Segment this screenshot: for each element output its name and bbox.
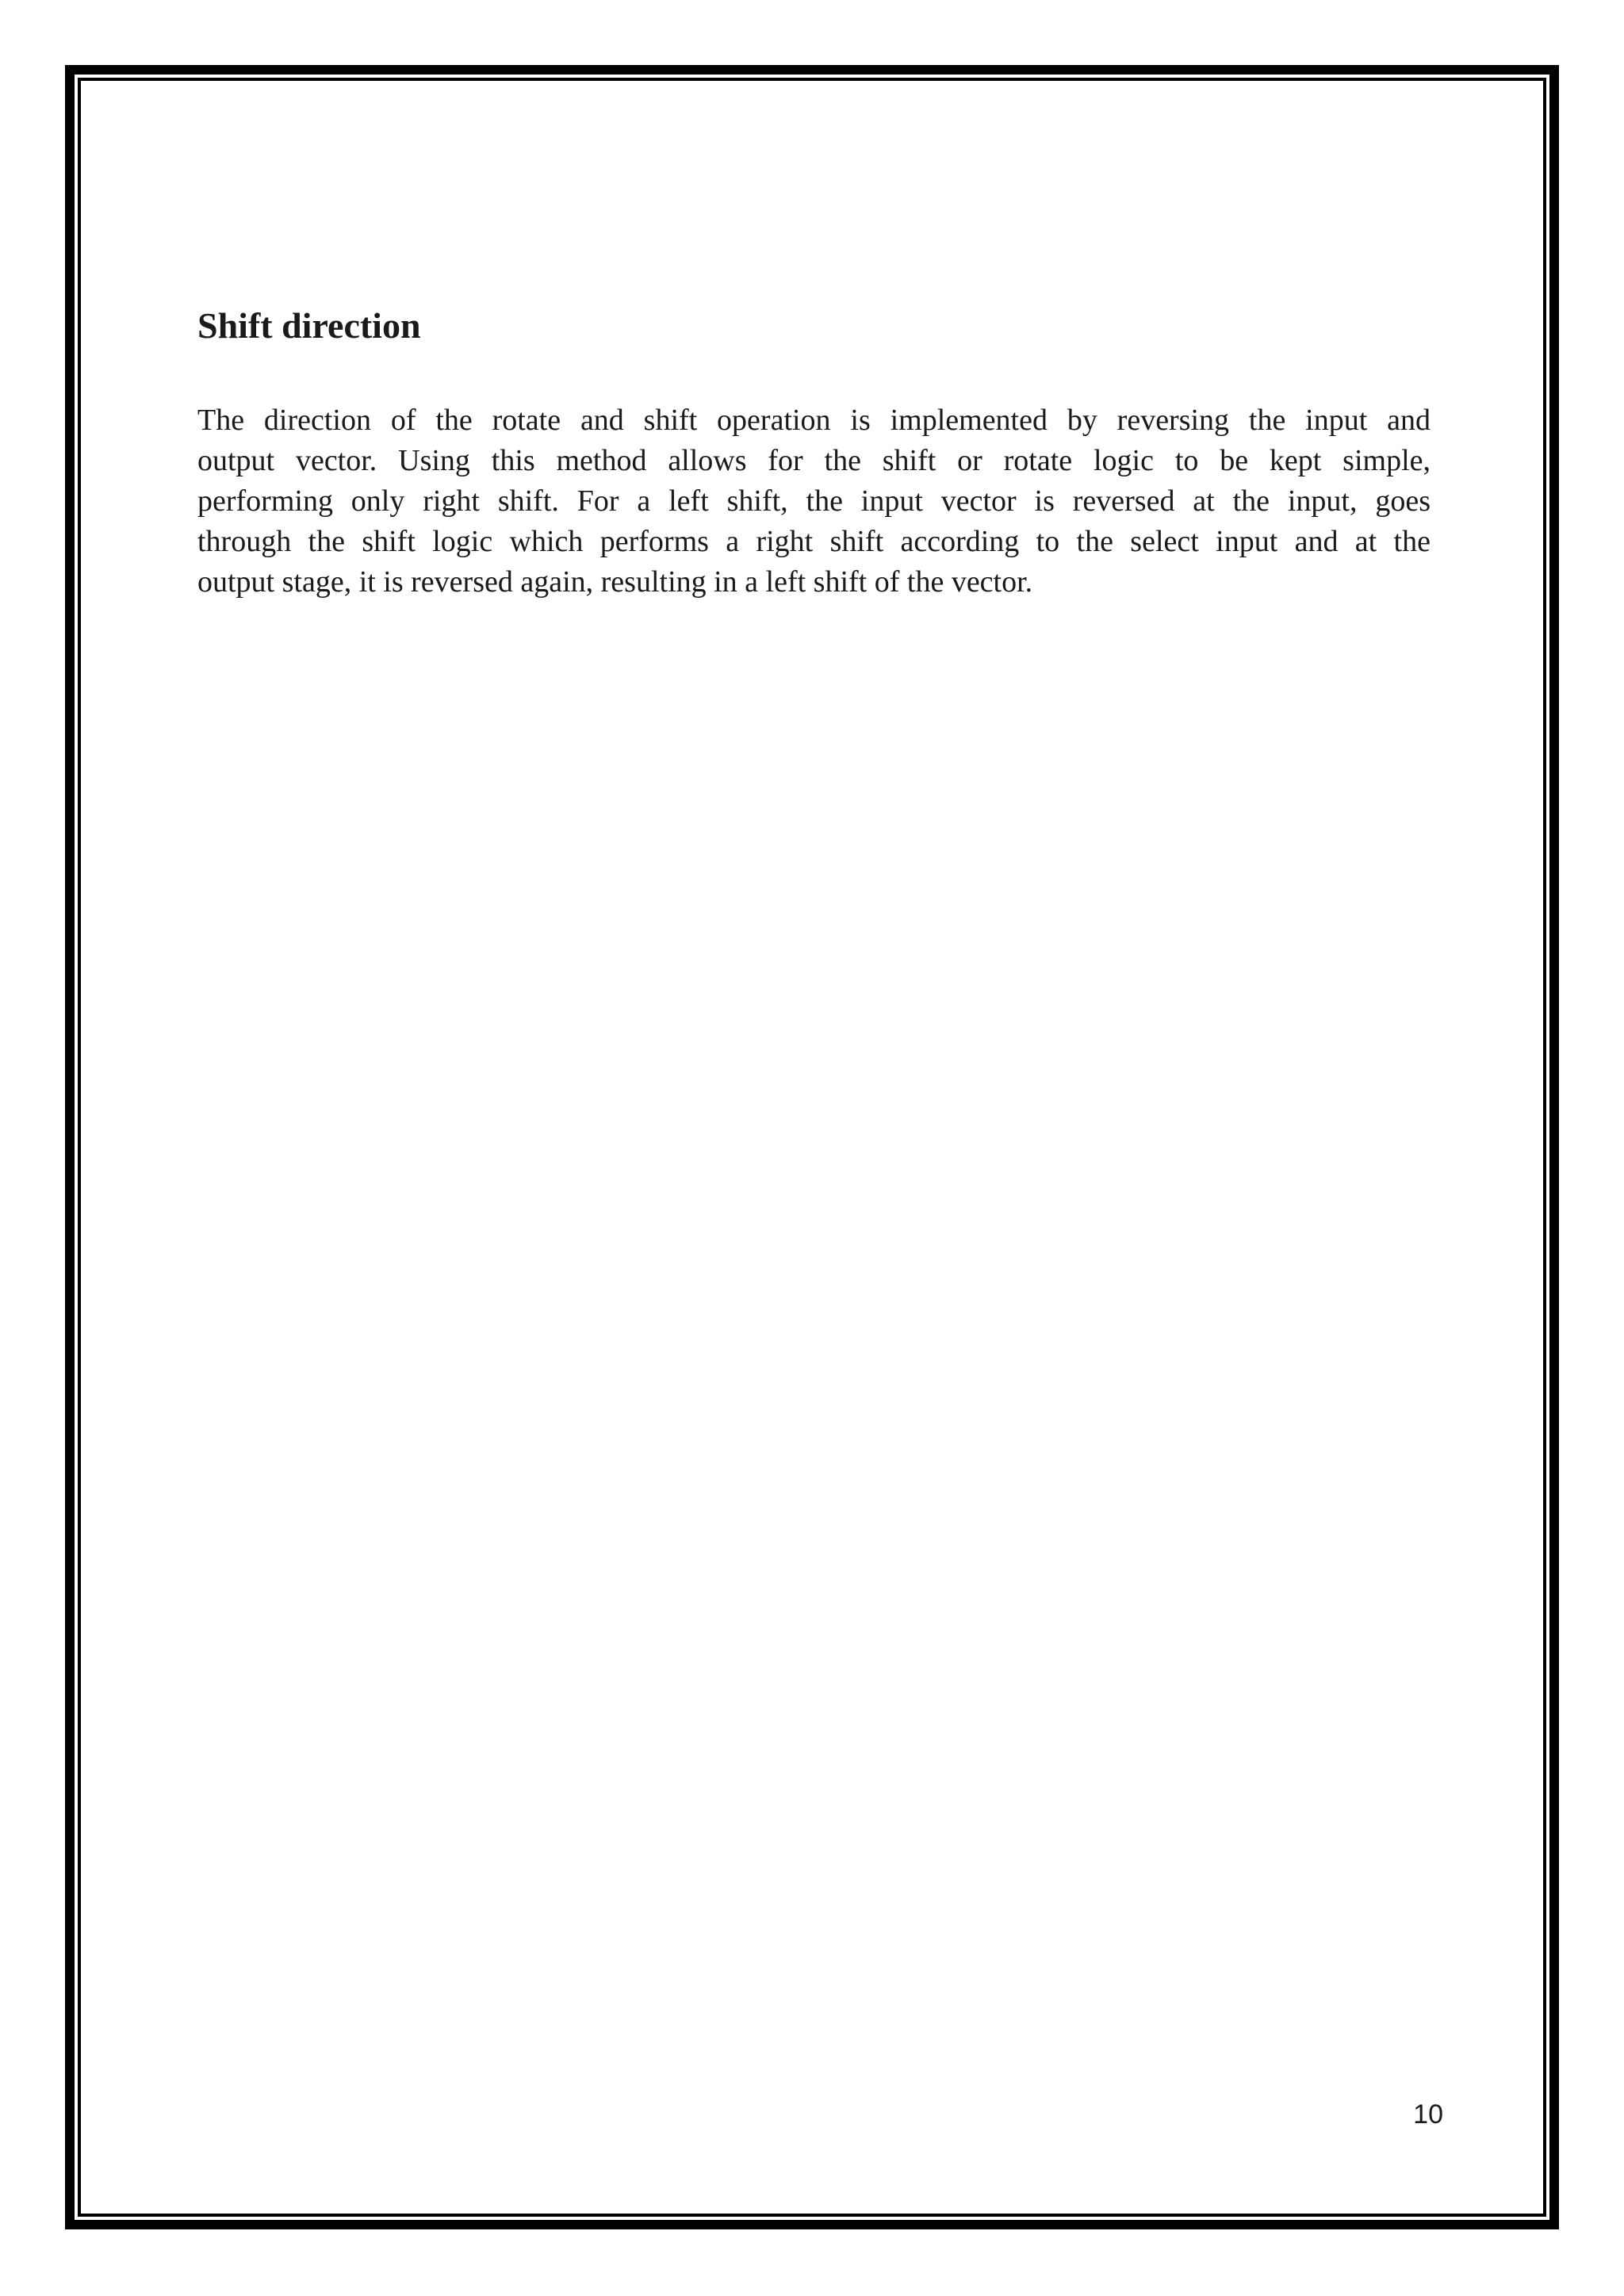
section-heading: Shift direction <box>197 305 421 346</box>
body-paragraph <box>197 400 1431 603</box>
paragraph-line: performing only right shift. For a left shift, the input vector is reversed at the input, goes <box>197 484 1431 518</box>
paragraph-line: through the shift logic which performs a right shift according to the select input and at the <box>197 525 1431 558</box>
paragraph-line: output vector. Using this method allows for the shift or rotate logic to be kept simple, <box>197 444 1431 477</box>
page-number: 10 <box>1413 2099 1443 2130</box>
page-border-inner <box>78 78 1546 2217</box>
paragraph-line: output stage, it is reversed again, resulting in a left shift of the vector. <box>197 565 1033 599</box>
paragraph-line: The direction of the rotate and shift operation is implemented by reversing the input and <box>197 404 1431 437</box>
